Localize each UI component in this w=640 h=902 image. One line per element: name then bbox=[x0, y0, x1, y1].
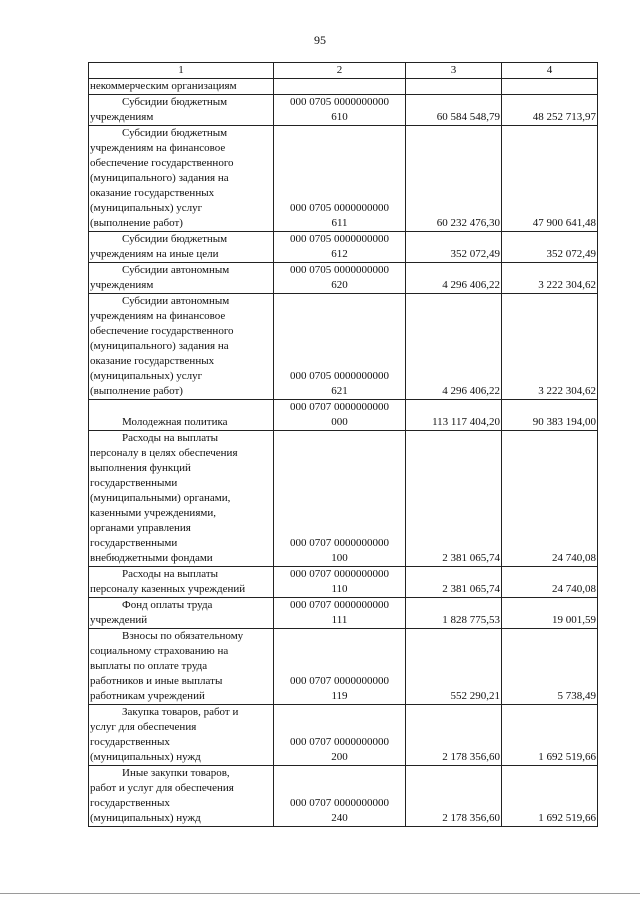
budget-code-line: 000 0705 0000000000 bbox=[290, 96, 389, 108]
item-name-line: учреждениям на иные цели bbox=[90, 248, 219, 260]
budget-code-cell bbox=[274, 431, 406, 567]
amount-col4-cell: 24 740,08 bbox=[502, 567, 598, 598]
amount-col3-cell: 4 296 406,22 bbox=[406, 263, 502, 294]
amount-col3-cell: 352 072,49 bbox=[406, 232, 502, 263]
item-name-line: персоналу в целях обеспечения bbox=[90, 447, 238, 459]
item-name-line: Субсидии автономным bbox=[122, 295, 230, 307]
budget-code-line: 000 0707 0000000000 bbox=[290, 401, 389, 413]
item-name-cell bbox=[89, 705, 274, 766]
item-name-line: государственных bbox=[90, 736, 170, 748]
item-name-line: Закупка товаров, работ и bbox=[122, 706, 239, 718]
table-row bbox=[89, 126, 598, 232]
item-name-cell bbox=[89, 95, 274, 126]
amount-col4-cell: 19 001,59 bbox=[502, 598, 598, 629]
amount-col3-cell: 4 296 406,22 bbox=[406, 294, 502, 400]
amount-col4-cell: 3 222 304,62 bbox=[502, 294, 598, 400]
item-name-line: Субсидии автономным bbox=[122, 264, 230, 276]
budget-code-line: 200 bbox=[331, 751, 348, 763]
table-row bbox=[89, 598, 598, 629]
column-header: 4 bbox=[502, 63, 598, 79]
table-row bbox=[89, 629, 598, 705]
item-name-cell bbox=[89, 567, 274, 598]
budget-code-cell bbox=[274, 598, 406, 629]
item-name-line: (муниципальными) органами, bbox=[90, 492, 231, 504]
table-row bbox=[89, 400, 598, 431]
amount-col3-cell: 60 584 548,79 bbox=[406, 95, 502, 126]
amount-col4-cell: 1 692 519,66 bbox=[502, 705, 598, 766]
item-name-line: казенными учреждениями, bbox=[90, 507, 216, 519]
item-name-cell bbox=[89, 126, 274, 232]
table-row bbox=[89, 294, 598, 400]
item-name-line: государственных bbox=[90, 797, 170, 809]
item-name-line: Расходы на выплаты bbox=[122, 568, 219, 580]
item-name-line: услуг для обеспечения bbox=[90, 721, 197, 733]
budget-code-line: 000 0707 0000000000 bbox=[290, 568, 389, 580]
amount-col3-cell bbox=[406, 79, 502, 95]
item-name-cell bbox=[89, 79, 274, 95]
amount-col3-cell: 60 232 476,30 bbox=[406, 126, 502, 232]
item-name-line: (муниципальных) услуг bbox=[90, 370, 203, 382]
item-name-line: выплаты по оплате труда bbox=[90, 660, 208, 672]
item-name-line: учреждениям на финансовое bbox=[90, 142, 226, 154]
item-name-cell bbox=[89, 766, 274, 827]
page-bottom-rule bbox=[0, 893, 640, 894]
item-name-line: государственными bbox=[90, 477, 178, 489]
item-name-line: обеспечение государственного bbox=[90, 157, 234, 169]
budget-code-line: 621 bbox=[331, 385, 348, 397]
amount-col3-cell: 2 381 065,74 bbox=[406, 431, 502, 567]
item-name-line: органами управления bbox=[90, 522, 191, 534]
column-header: 1 bbox=[89, 63, 274, 79]
budget-code-line: 000 0707 0000000000 bbox=[290, 599, 389, 611]
table-row bbox=[89, 79, 598, 95]
item-name-line: государственными bbox=[90, 537, 178, 549]
amount-col4-cell: 48 252 713,97 bbox=[502, 95, 598, 126]
item-name-cell bbox=[89, 629, 274, 705]
item-name-line: (муниципального) задания на bbox=[90, 172, 229, 184]
budget-code-cell bbox=[274, 232, 406, 263]
amount-col3-cell: 1 828 775,53 bbox=[406, 598, 502, 629]
item-name-line: оказание государственных bbox=[90, 187, 215, 199]
budget-code-line: 000 0707 0000000000 bbox=[290, 675, 389, 687]
amount-col3-cell: 2 381 065,74 bbox=[406, 567, 502, 598]
budget-code-line: 000 0705 0000000000 bbox=[290, 264, 389, 276]
item-name-line: (выполнение работ) bbox=[90, 217, 183, 229]
budget-code-line: 000 bbox=[331, 416, 348, 428]
item-name-line: выполнения функций bbox=[90, 462, 191, 474]
item-name-line: некоммерческим организациям bbox=[90, 80, 237, 92]
budget-code-line: 110 bbox=[331, 583, 348, 595]
item-name-line: работникам учреждений bbox=[90, 690, 205, 702]
item-name-line: Иные закупки товаров, bbox=[122, 767, 230, 779]
table-row bbox=[89, 95, 598, 126]
amount-col3-cell: 552 290,21 bbox=[406, 629, 502, 705]
budget-code-cell bbox=[274, 79, 406, 95]
amount-col4-cell bbox=[502, 79, 598, 95]
item-name-line: внебюджетными фондами bbox=[90, 552, 213, 564]
item-name-line: учреждений bbox=[90, 614, 148, 626]
item-name-cell bbox=[89, 400, 274, 431]
item-name-cell bbox=[89, 598, 274, 629]
amount-col3-cell: 2 178 356,60 bbox=[406, 766, 502, 827]
budget-code-cell bbox=[274, 294, 406, 400]
budget-code-cell bbox=[274, 126, 406, 232]
amount-col4-cell: 24 740,08 bbox=[502, 431, 598, 567]
budget-code-line: 610 bbox=[331, 111, 348, 123]
table-row bbox=[89, 431, 598, 567]
item-name-line: учреждениям на финансовое bbox=[90, 310, 226, 322]
item-name-line: Взносы по обязательному bbox=[122, 630, 244, 642]
item-name-line: работ и услуг для обеспечения bbox=[90, 782, 234, 794]
item-name-line: Фонд оплаты труда bbox=[122, 599, 213, 611]
budget-code-line: 000 0705 0000000000 bbox=[290, 202, 389, 214]
item-name-line: социальному страхованию на bbox=[90, 645, 229, 657]
table-row bbox=[89, 567, 598, 598]
item-name-line: учреждениям bbox=[90, 111, 154, 123]
item-name-cell bbox=[89, 294, 274, 400]
budget-code-line: 612 bbox=[331, 248, 348, 260]
item-name-line: учреждениям bbox=[90, 279, 154, 291]
item-name-line: (муниципальных) нужд bbox=[90, 812, 201, 824]
budget-code-cell bbox=[274, 629, 406, 705]
amount-col4-cell: 90 383 194,00 bbox=[502, 400, 598, 431]
item-name-line: Субсидии бюджетным bbox=[122, 127, 228, 139]
budget-code-cell bbox=[274, 95, 406, 126]
budget-code-cell bbox=[274, 567, 406, 598]
budget-code-cell bbox=[274, 766, 406, 827]
item-name-line: оказание государственных bbox=[90, 355, 215, 367]
item-name-line: (муниципальных) услуг bbox=[90, 202, 203, 214]
budget-table bbox=[88, 62, 598, 827]
budget-code-line: 000 0705 0000000000 bbox=[290, 233, 389, 245]
item-name-line: (муниципального) задания на bbox=[90, 340, 229, 352]
amount-col4-cell: 352 072,49 bbox=[502, 232, 598, 263]
column-header: 2 bbox=[274, 63, 406, 79]
amount-col3-cell: 113 117 404,20 bbox=[406, 400, 502, 431]
table-row bbox=[89, 263, 598, 294]
amount-col3-cell: 2 178 356,60 bbox=[406, 705, 502, 766]
page-number: 95 bbox=[314, 33, 326, 47]
budget-code-line: 119 bbox=[331, 690, 348, 702]
item-name-line: Субсидии бюджетным bbox=[122, 233, 228, 245]
budget-code-line: 000 0707 0000000000 bbox=[290, 736, 389, 748]
item-name-line: Молодежная политика bbox=[122, 416, 228, 428]
amount-col4-cell: 3 222 304,62 bbox=[502, 263, 598, 294]
column-header: 3 bbox=[406, 63, 502, 79]
item-name-line: обеспечение государственного bbox=[90, 325, 234, 337]
item-name-line: (выполнение работ) bbox=[90, 385, 183, 397]
item-name-line: Расходы на выплаты bbox=[122, 432, 219, 444]
item-name-line: персоналу казенных учреждений bbox=[90, 583, 246, 595]
item-name-cell bbox=[89, 263, 274, 294]
budget-code-cell bbox=[274, 705, 406, 766]
budget-code-line: 620 bbox=[331, 279, 348, 291]
budget-code-line: 000 0705 0000000000 bbox=[290, 370, 389, 382]
budget-code-cell bbox=[274, 400, 406, 431]
budget-code-line: 000 0707 0000000000 bbox=[290, 537, 389, 549]
table-row bbox=[89, 766, 598, 827]
item-name-cell bbox=[89, 232, 274, 263]
item-name-cell bbox=[89, 431, 274, 567]
budget-code-line: 000 0707 0000000000 bbox=[290, 797, 389, 809]
table-row bbox=[89, 705, 598, 766]
budget-code-line: 611 bbox=[331, 217, 348, 229]
amount-col4-cell: 5 738,49 bbox=[502, 629, 598, 705]
table-header-row bbox=[89, 63, 598, 79]
amount-col4-cell: 47 900 641,48 bbox=[502, 126, 598, 232]
budget-code-cell bbox=[274, 263, 406, 294]
table-row bbox=[89, 232, 598, 263]
item-name-line: работников и иные выплаты bbox=[90, 675, 223, 687]
item-name-line: (муниципальных) нужд bbox=[90, 751, 201, 763]
budget-code-line: 240 bbox=[331, 812, 348, 824]
budget-code-line: 111 bbox=[331, 614, 348, 626]
budget-code-line: 100 bbox=[331, 552, 348, 564]
item-name-line: Субсидии бюджетным bbox=[122, 96, 228, 108]
amount-col4-cell: 1 692 519,66 bbox=[502, 766, 598, 827]
